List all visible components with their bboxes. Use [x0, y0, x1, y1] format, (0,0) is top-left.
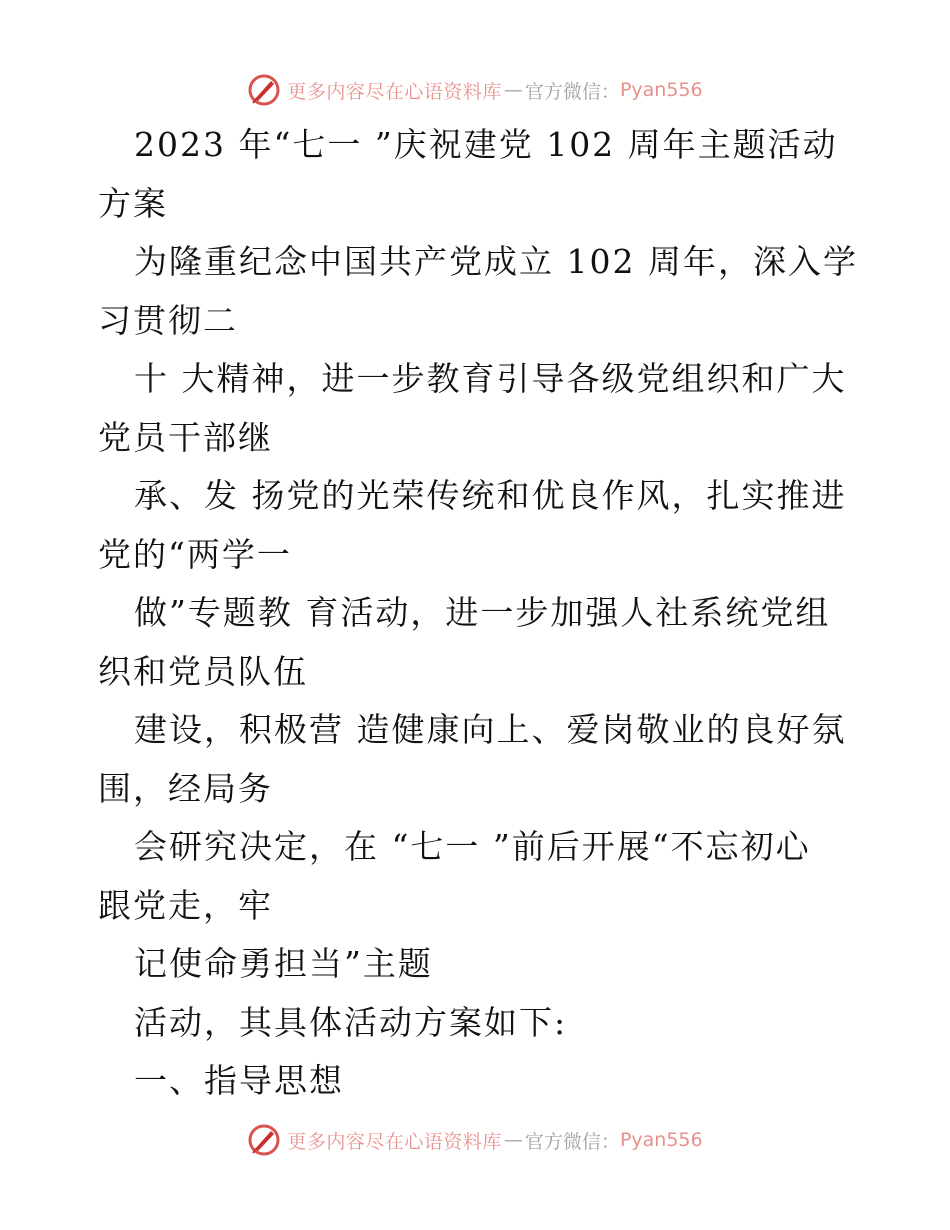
- header-watermark: [0, 70, 950, 110]
- watermark-wechat-id: Pyan556: [619, 1129, 703, 1151]
- text-line: 建设，积极营 造健康向上、爱岗敬业的良好氛: [134, 710, 847, 749]
- watermark-wechat-label: 官方微信：: [524, 1130, 620, 1153]
- document-body: [98, 116, 858, 1111]
- watermark-text: 更多内容尽在心语资料库: [287, 80, 502, 103]
- watermark-separator: —: [503, 1129, 523, 1151]
- text-line: 为隆重纪念中国共产党成立 102 周年，深入学: [134, 242, 858, 281]
- text-line: 活动，其具体活动方案如下:: [134, 1002, 568, 1042]
- watermark-wechat-id: Pyan556: [619, 79, 703, 101]
- text-line: 方案: [98, 183, 168, 223]
- text-line: 跟党走，牢: [98, 885, 273, 925]
- text-line: 十 大精神，进一步教育引导各级党组织和广大: [134, 359, 847, 398]
- quill-logo-icon: [247, 73, 281, 107]
- footer-watermark: [0, 1120, 950, 1160]
- text-line: 记使命勇担当”主题: [134, 944, 433, 983]
- text-line: 围，经局务: [98, 768, 273, 808]
- watermark-wechat-label: 官方微信：: [524, 80, 620, 103]
- text-line: 2023 年“七一 ”庆祝建党 102 周年主题活动: [134, 125, 838, 164]
- text-line: 党员干部继: [98, 417, 273, 457]
- text-line: 一、指导思想: [134, 1061, 344, 1100]
- text-line: 承、发 扬党的光荣传统和优良作风，扎实推进: [134, 476, 847, 515]
- watermark-separator: —: [503, 79, 523, 101]
- text-line: 会研究决定，在 “七一 ”前后开展“不忘初心: [134, 827, 811, 866]
- text-line: 习贯彻二: [98, 300, 238, 340]
- text-line: 织和党员队伍: [98, 651, 308, 691]
- watermark-text: 更多内容尽在心语资料库: [287, 1130, 502, 1153]
- text-line: 做”专题教 育活动，进一步加强人社系统党组: [134, 593, 831, 632]
- text-line: 党的“两学一: [98, 534, 292, 574]
- quill-logo-icon: [247, 1123, 281, 1157]
